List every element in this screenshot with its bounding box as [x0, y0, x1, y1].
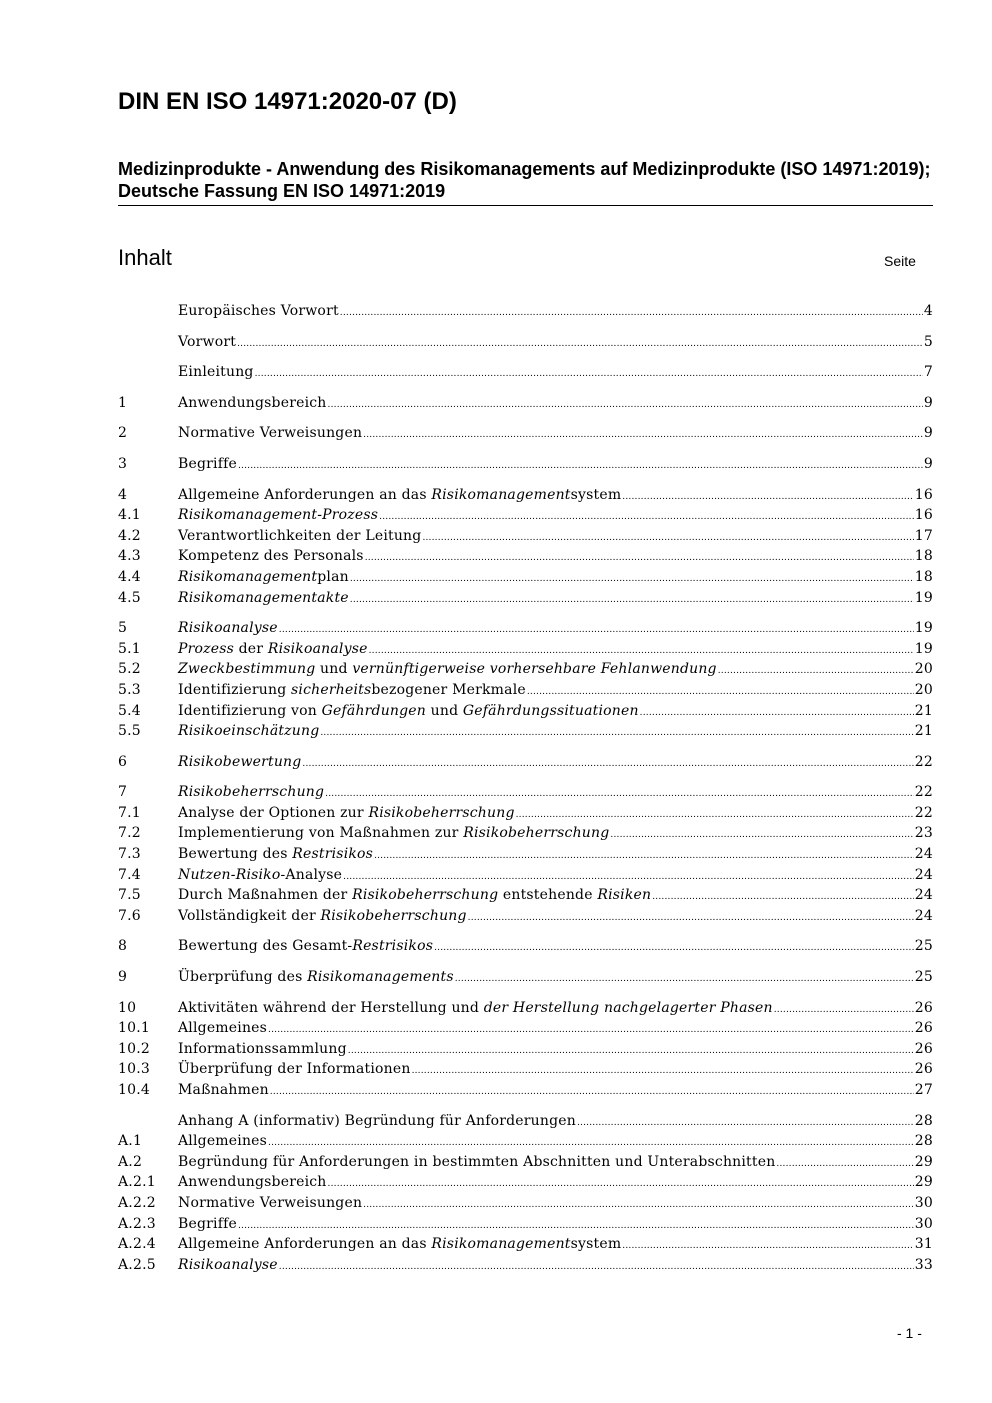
toc-entry[interactable] [118, 567, 933, 588]
toc-leader-dots [640, 703, 914, 724]
toc-entry-title [178, 454, 237, 475]
toc-entry-number: 1 [118, 394, 128, 411]
toc-entry-number: 5.3 [118, 681, 141, 698]
toc-entry[interactable] [118, 659, 933, 680]
toc-entry-title-part: Identifizierung von [178, 702, 322, 719]
toc-entry[interactable] [118, 1131, 933, 1152]
toc-entry-title-italic-part: Risikoanalyse [178, 620, 278, 637]
toc-entry-page: 27 [914, 1082, 933, 1098]
toc-entry-number: 8 [118, 938, 128, 955]
toc-entry-title-part: Allgemeines [178, 1020, 268, 1037]
toc-entry-number: A.2.2 [118, 1194, 156, 1211]
toc-entry-title-part: Vollständigkeit der [178, 907, 321, 924]
toc-entry[interactable] [118, 967, 933, 988]
toc-leader-dots [237, 334, 923, 355]
toc-entry-title-italic-part: Risikomanagement [178, 568, 318, 585]
toc-leader-dots [369, 641, 914, 662]
toc-entry-page: 20 [914, 681, 933, 698]
toc-leader-dots [279, 620, 914, 641]
toc-entry-number: 7.4 [118, 866, 141, 883]
toc-entry[interactable] [118, 701, 933, 722]
toc-entry-title-part: Kompetenz des Personals [178, 548, 364, 565]
toc-entry-title [178, 332, 236, 353]
toc-entry-title-italic-part: Risikomanagement [431, 1236, 571, 1253]
toc-entry-page: 31 [914, 1236, 933, 1253]
toc-entry-page: 17 [914, 527, 933, 544]
toc-entry-title-part: Identifizierung [178, 681, 292, 698]
toc-entry-title [178, 1234, 621, 1255]
toc-entry-title [178, 885, 651, 906]
toc-entry-title-italic-part: sicherheits [291, 681, 372, 698]
toc-entry-title [178, 906, 467, 927]
toc-entry-title [178, 393, 327, 414]
toc-entry-page: 19 [914, 620, 933, 637]
toc-entry-page: 26 [914, 1061, 933, 1078]
toc-entry-title [178, 721, 319, 742]
toc-entry-title-part: Überprüfung des [178, 969, 308, 986]
toc-entry-number: 9 [118, 969, 128, 986]
toc-entry-title-part: Informationssammlung [178, 1040, 347, 1057]
toc-entry-page: 26 [914, 999, 933, 1016]
toc-entry[interactable] [118, 454, 933, 475]
toc-page-label: Seite [884, 253, 916, 269]
toc-entry-title-part: Anwendungsbereich [178, 394, 327, 411]
toc-entry-number: 3 [118, 455, 128, 472]
toc-entry-title [178, 1152, 775, 1173]
toc-entry[interactable] [118, 1172, 933, 1193]
toc-entry[interactable] [118, 362, 933, 383]
toc-leader-dots [652, 887, 914, 908]
toc-entry-number: A.2.5 [118, 1256, 156, 1273]
toc-entry-page: 20 [914, 661, 933, 678]
toc-entry-title-italic-part: Risikobeherrschung [320, 907, 467, 924]
toc-entry-title-part: -Analyse [280, 866, 343, 883]
document-title: DIN EN ISO 14971:2020-07 (D) [118, 88, 457, 115]
toc-leader-dots [365, 548, 914, 569]
toc-entry-title [178, 998, 773, 1019]
toc-entry-number: 7.3 [118, 846, 141, 863]
toc-entry-title-part: Normative Verweisungen [178, 425, 363, 442]
toc-entry[interactable] [118, 618, 933, 639]
toc-entry-title-part: Anhang A (informativ) Begründung für Anforderungen [178, 1112, 576, 1129]
toc-entry-number: 10 [118, 999, 137, 1016]
toc-leader-dots [516, 805, 914, 826]
toc-entry-title [178, 1214, 237, 1235]
toc-entry-title [178, 680, 526, 701]
toc-entry-title-part: bezogener Merkmale [371, 681, 526, 698]
toc-entry-title [178, 659, 717, 680]
toc-entry-title-italic-part: Zweckbestimmung [178, 661, 316, 678]
toc-entry-title-part: Begriffe [178, 455, 237, 472]
toc-entry-title-part: Bewertung des [178, 846, 293, 863]
toc-entry-number: 5 [118, 620, 128, 637]
toc-leader-dots [610, 825, 913, 846]
toc-entry-title-part: der [233, 640, 268, 657]
toc-entry[interactable] [118, 588, 933, 609]
toc-entry-number: 7 [118, 784, 128, 801]
toc-entry-title [178, 782, 324, 803]
toc-entry-title-italic-part: Risikomanagements [307, 969, 454, 986]
toc-entry-page: 22 [914, 784, 933, 801]
toc-entry[interactable] [118, 485, 933, 506]
toc-entry-title-italic-part: Risikomanagementakte [178, 589, 349, 606]
toc-entry[interactable] [118, 803, 933, 824]
toc-entry-title [178, 567, 349, 588]
toc-entry[interactable] [118, 1018, 933, 1039]
toc-entry-page: 9 [923, 455, 933, 472]
document-subtitle: Medizinprodukte - Anwendung des Risikomanagements auf Medizinprodukte (ISO 14971:2019); Deutsche Fassung EN ISO 14971:2019 [118, 159, 931, 201]
toc-entry-number: 7.6 [118, 907, 141, 924]
toc-entry-title-part: Analyse der Optionen zur [178, 804, 369, 821]
toc-leader-dots [348, 1041, 914, 1062]
toc-entry-number: 5.4 [118, 702, 141, 719]
toc-entry-number: A.2.1 [118, 1174, 156, 1191]
toc-entry[interactable] [118, 936, 933, 957]
toc-entry-title-part: system [570, 1236, 622, 1253]
toc-entry-page: 29 [914, 1174, 933, 1191]
toc-entry[interactable] [118, 721, 933, 742]
title-divider [118, 205, 933, 206]
toc-leader-dots [434, 938, 914, 959]
toc-heading: Inhalt [118, 245, 172, 270]
toc-entry[interactable] [118, 423, 933, 444]
toc-entry-page: 16 [914, 486, 933, 503]
toc-entry-number: 7.5 [118, 887, 141, 904]
toc-leader-dots [238, 456, 923, 477]
toc-entry-title [178, 967, 454, 988]
toc-entry-page: 26 [914, 1040, 933, 1057]
toc-entry-title [178, 823, 609, 844]
toc-entry-title [178, 1172, 327, 1193]
toc-entry-title-part: Durch Maßnahmen der [178, 887, 353, 904]
toc-entry-title-italic-part: Prozess [178, 640, 234, 657]
toc-entry-title-part: Aktivitäten während der Herstellung und [178, 999, 484, 1016]
toc-entry-title [178, 546, 364, 567]
toc-entry[interactable] [118, 1059, 933, 1080]
toc-entry-title-italic-part: Restrisikos [292, 846, 374, 863]
toc-entry-title-italic-part: Risikoanalyse [178, 1256, 278, 1273]
toc-leader-dots [379, 507, 914, 528]
toc-leader-dots [774, 1000, 914, 1021]
toc-entry-title [178, 1039, 347, 1060]
toc-entry-page: 33 [914, 1256, 933, 1273]
toc-entry-number: 10.4 [118, 1082, 150, 1098]
toc-entry-title [178, 505, 378, 526]
toc-entry-title-italic-part: vernünftigerweise vorhersehbare Fehlanwendung [352, 661, 717, 678]
toc-entry-title-part: Begründung für Anforderungen in bestimmten Abschnitten und Unterabschnitten [178, 1153, 776, 1170]
toc-entry-page: 7 [923, 364, 933, 381]
toc-entry-number: 5.1 [118, 640, 141, 657]
toc-leader-dots [718, 661, 914, 682]
toc-entry[interactable] [118, 998, 933, 1019]
toc-entry[interactable] [118, 782, 933, 803]
toc-entry-page: 21 [914, 723, 933, 740]
toc-entry-number: 4.3 [118, 548, 141, 565]
toc-entry-title [178, 301, 339, 322]
toc-entry-number: A.2.4 [118, 1236, 156, 1253]
toc-entry[interactable] [118, 332, 933, 353]
toc-entry[interactable] [118, 885, 933, 906]
toc-entry-title [178, 865, 342, 886]
toc-entry-page: 29 [914, 1153, 933, 1170]
toc-entry-title-part: entstehende [498, 887, 598, 904]
toc-entry-number: 10.2 [118, 1040, 150, 1057]
toc-leader-dots [363, 1195, 914, 1216]
toc-entry-title [178, 618, 278, 639]
toc-entry-number: 4.4 [118, 568, 141, 585]
toc-leader-dots [270, 1082, 914, 1103]
toc-entry[interactable] [118, 680, 933, 701]
toc-entry[interactable] [118, 1111, 933, 1132]
toc-entry-title-part: system [570, 486, 622, 503]
toc-entry-number: 5.5 [118, 723, 141, 740]
toc-entry-title-italic-part: Risikobeherrschung [352, 887, 499, 904]
toc-entry-title [178, 588, 349, 609]
toc-entry[interactable] [118, 301, 933, 322]
toc-entry[interactable] [118, 1039, 933, 1060]
toc-entry-title-part: Europäisches Vorwort [178, 303, 339, 319]
toc-entry-title-part: Allgemeine Anforderungen an das [178, 486, 432, 503]
toc-entry-number: A.2.3 [118, 1215, 156, 1232]
toc-entry-title-part: Normative Verweisungen [178, 1194, 363, 1211]
toc-entry-title-part: Allgemeines [178, 1133, 268, 1150]
toc-entry[interactable] [118, 639, 933, 660]
toc-entry-page: 19 [914, 589, 933, 606]
toc-entry-title [178, 1255, 278, 1276]
toc-entry-number: 10.3 [118, 1061, 150, 1078]
toc-leader-dots [622, 487, 913, 508]
toc-entry-title-part: plan [317, 568, 349, 585]
toc-entry-page: 28 [914, 1112, 933, 1129]
toc-entry[interactable] [118, 752, 933, 773]
toc-leader-dots [776, 1154, 913, 1175]
toc-entry-title-italic-part: Risikoeinschätzung [178, 723, 320, 740]
toc-entry-number: A.1 [118, 1133, 143, 1150]
toc-leader-dots [412, 1061, 914, 1082]
toc-entry-title [178, 752, 301, 773]
toc-entry-title [178, 1018, 267, 1039]
toc-leader-dots [374, 846, 914, 867]
toc-entry[interactable] [118, 1255, 933, 1276]
toc-entry-title-part: Maßnahmen [178, 1082, 269, 1098]
toc-entry[interactable] [118, 906, 933, 927]
toc-entry[interactable] [118, 505, 933, 526]
toc-entry-title [178, 1193, 362, 1214]
toc-entry[interactable] [118, 1214, 933, 1235]
toc-entry-number: 4.2 [118, 527, 141, 544]
toc-entry-title-part: Anwendungsbereich [178, 1174, 327, 1191]
toc-entry-number: 4.1 [118, 507, 141, 524]
toc-entry-title [178, 1080, 269, 1101]
toc-leader-dots [468, 908, 914, 929]
toc-entry[interactable] [118, 844, 933, 865]
toc-entry[interactable] [118, 393, 933, 414]
toc-entry-number: A.2 [118, 1153, 143, 1170]
table-of-contents [118, 301, 933, 1275]
toc-entry-page: 5 [923, 333, 933, 350]
toc-entry-title-part: und [426, 702, 463, 719]
toc-entry-title [178, 526, 421, 547]
toc-entry-title-part: Verantwortlichkeiten der Leitung [178, 527, 422, 544]
toc-leader-dots [328, 395, 923, 416]
toc-entry-page: 24 [914, 907, 933, 924]
toc-entry[interactable] [118, 526, 933, 547]
toc-entry-number: 7.1 [118, 804, 141, 821]
toc-entry-title-part: und [315, 661, 353, 678]
toc-entry-page: 18 [914, 568, 933, 585]
toc-entry-page: 25 [914, 969, 933, 986]
toc-entry-title [178, 844, 373, 865]
toc-entry-title-part: Bewertung des Gesamt- [178, 938, 353, 955]
toc-entry-page: 24 [914, 887, 933, 904]
toc-entry-page: 18 [914, 548, 933, 565]
toc-entry-title-italic-part: Risiken [597, 887, 652, 904]
toc-leader-dots [455, 969, 914, 990]
toc-entry-title-italic-part: Nutzen-Risiko [178, 866, 281, 883]
toc-entry-page: 30 [914, 1215, 933, 1232]
toc-entry-title-part: Vorwort [178, 333, 237, 350]
toc-entry-page: 19 [914, 640, 933, 657]
toc-entry-title-italic-part: Gefährdungssituationen [462, 702, 639, 719]
toc-entry-title-italic-part: Risikobeherrschung [463, 825, 610, 842]
toc-entry-number: 2 [118, 425, 128, 442]
toc-leader-dots [320, 723, 913, 744]
toc-entry-title-italic-part: Risikoanalyse [267, 640, 368, 657]
toc-entry-page: 24 [914, 846, 933, 863]
toc-entry-title [178, 701, 639, 722]
toc-leader-dots [622, 1236, 913, 1257]
toc-entry-title [178, 639, 368, 660]
toc-entry[interactable] [118, 823, 933, 844]
toc-entry-page: 24 [914, 866, 933, 883]
toc-entry-title-italic-part: Risikomanagement [431, 486, 571, 503]
toc-leader-dots [577, 1113, 914, 1134]
toc-entry-number: 7.2 [118, 825, 141, 842]
toc-leader-dots [302, 754, 913, 775]
toc-entry-number: 6 [118, 753, 128, 770]
toc-entry-page: 21 [914, 702, 933, 719]
page-number: - 1 - [897, 1325, 922, 1341]
toc-entry-title [178, 803, 515, 824]
toc-leader-dots [340, 303, 923, 324]
toc-entry-title [178, 423, 362, 444]
toc-leader-dots [343, 867, 914, 888]
toc-entry-number: 5.2 [118, 661, 141, 678]
toc-entry-page: 4 [923, 303, 933, 319]
toc-leader-dots [422, 528, 913, 549]
toc-leader-dots [279, 1257, 914, 1278]
toc-entry-number: 10.1 [118, 1020, 150, 1037]
toc-entry-title-italic-part: Risikomanagement-Prozess [178, 507, 379, 524]
toc-entry-title-italic-part: Risikobeherrschung [178, 784, 325, 801]
toc-entry-title-italic-part: Risikobewertung [178, 753, 302, 770]
toc-leader-dots [268, 1020, 914, 1041]
toc-entry[interactable] [118, 1152, 933, 1173]
toc-leader-dots [238, 1216, 914, 1237]
toc-entry-number: 4 [118, 486, 128, 503]
toc-entry-title [178, 362, 254, 383]
toc-entry-title [178, 1111, 576, 1132]
toc-entry-title-italic-part: der Herstellung nachgelagerter Phasen [483, 999, 773, 1016]
toc-leader-dots [350, 590, 914, 611]
toc-entry-page: 22 [914, 753, 933, 770]
toc-leader-dots [527, 682, 914, 703]
toc-entry-title-part: Allgemeine Anforderungen an das [178, 1236, 432, 1253]
toc-entry-title-part: Begriffe [178, 1215, 237, 1232]
toc-leader-dots [350, 569, 914, 590]
toc-leader-dots [325, 784, 914, 805]
toc-entry-page: 9 [923, 394, 933, 411]
toc-entry-page: 25 [914, 938, 933, 955]
toc-leader-dots [363, 425, 923, 446]
toc-entry-page: 16 [914, 507, 933, 524]
toc-entry-page: 26 [914, 1020, 933, 1037]
toc-entry-page: 30 [914, 1194, 933, 1211]
toc-entry-title-italic-part: Gefährdungen [321, 702, 427, 719]
toc-entry-page: 9 [923, 425, 933, 442]
toc-entry-title [178, 936, 433, 957]
toc-entry[interactable] [118, 1234, 933, 1255]
toc-entry[interactable] [118, 1080, 933, 1101]
toc-leader-dots [328, 1174, 914, 1195]
toc-entry-number: 4.5 [118, 589, 141, 606]
toc-entry-title-italic-part: Risikobeherrschung [368, 804, 515, 821]
toc-entry-title-part: Einleitung [178, 364, 254, 381]
toc-entry-title-part: Implementierung von Maßnahmen zur [178, 825, 464, 842]
toc-entry-page: 28 [914, 1133, 933, 1150]
toc-entry-title-part: Überprüfung der Informationen [178, 1061, 411, 1078]
toc-entry[interactable] [118, 865, 933, 886]
toc-entry[interactable] [118, 1193, 933, 1214]
toc-entry-title [178, 1131, 267, 1152]
toc-entry-page: 23 [914, 825, 933, 842]
toc-entry-page: 22 [914, 804, 933, 821]
toc-leader-dots [268, 1133, 914, 1154]
toc-entry-title [178, 1059, 411, 1080]
toc-entry-title [178, 485, 621, 506]
toc-entry[interactable] [118, 546, 933, 567]
toc-leader-dots [255, 364, 923, 385]
toc-entry-title-italic-part: Restrisikos [352, 938, 434, 955]
